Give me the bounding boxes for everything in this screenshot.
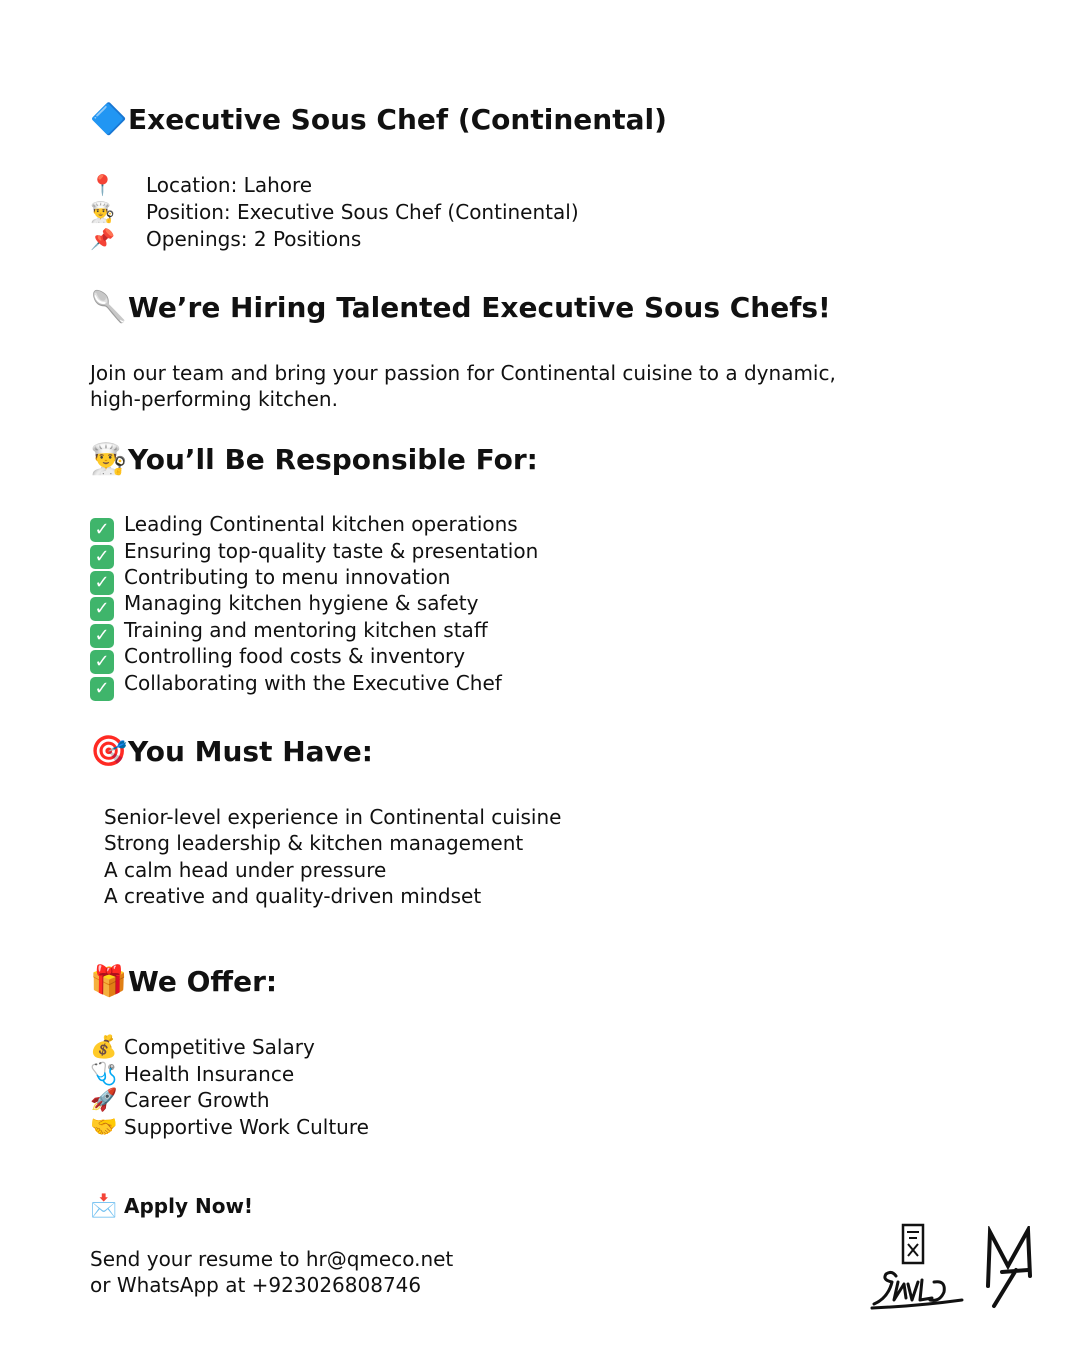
list-item-text: Training and mentoring kitchen staff [124, 618, 488, 642]
requirements-heading [90, 734, 373, 770]
info-location [90, 172, 312, 198]
hiring-intro-line-2: high-performing kitchen. [90, 387, 338, 411]
chef-icon: 👨‍🍳 [90, 200, 115, 224]
list-item: Senior-level experience in Continental cuisine [104, 805, 562, 829]
list-item-text: Health Insurance [124, 1062, 295, 1086]
apply-heading-text: Apply Now! [124, 1194, 254, 1218]
offer-heading [90, 964, 277, 1000]
sunlo-logo-mark [868, 1222, 968, 1312]
page-title-text: Executive Sous Chef (Continental) [128, 103, 667, 136]
requirements-heading-text: You Must Have: [128, 735, 373, 768]
spoon-icon: 🥄 [90, 290, 128, 325]
apply-heading [90, 1193, 253, 1220]
list-item-text: Leading Continental kitchen operations [124, 512, 518, 536]
hiring-heading-text: We’re Hiring Talented Executive Sous Chefs! [128, 291, 831, 324]
list-item: A creative and quality-driven mindset [104, 884, 482, 908]
list-item-text: Ensuring top-quality taste & presentation [124, 539, 539, 563]
list-item: A calm head under pressure [104, 858, 387, 882]
gift-icon: 🎁 [90, 964, 128, 999]
handshake-icon: 🤝 [90, 1115, 118, 1140]
list-item: Strong leadership & kitchen management [104, 831, 524, 855]
list-item [90, 1087, 270, 1114]
check-icon: ✓ [90, 650, 114, 674]
list-item-text: Supportive Work Culture [124, 1115, 369, 1139]
info-position-text: Position: Executive Sous Chef (Continental) [146, 200, 579, 224]
pin-icon: 📍 [90, 173, 115, 197]
sunlo-logo [868, 1222, 968, 1312]
pushpin-icon: 📌 [90, 227, 115, 251]
check-icon: ✓ [90, 597, 114, 621]
stethoscope-icon: 🩺 [90, 1062, 118, 1087]
apply-line-1: Send your resume to hr@qmeco.net [90, 1247, 454, 1271]
chef-icon: 👨‍🍳 [90, 442, 128, 477]
target-icon: 🎯 [90, 734, 128, 769]
hiring-heading [90, 290, 831, 326]
check-icon: ✓ [90, 545, 114, 569]
rocket-icon: 🚀 [90, 1088, 118, 1113]
offer-heading-text: We Offer: [128, 965, 278, 998]
info-location-text: Location: Lahore [146, 173, 313, 197]
info-position [90, 199, 579, 225]
hiring-intro-line-1: Join our team and bring your passion for Continental cuisine to a dynamic, [90, 361, 836, 385]
info-openings [90, 226, 361, 252]
list-item-text: Collaborating with the Executive Chef [124, 671, 502, 695]
list-item [90, 1061, 294, 1088]
apply-line-2: or WhatsApp at +923026808746 [90, 1273, 422, 1297]
m-logo [982, 1226, 1036, 1310]
info-openings-text: Openings: 2 Positions [146, 227, 362, 251]
check-icon: ✓ [90, 677, 114, 701]
check-icon: ✓ [90, 518, 114, 542]
list-item [90, 1114, 369, 1141]
list-item-text: Controlling food costs & inventory [124, 644, 466, 668]
check-icon: ✓ [90, 571, 114, 595]
blue-diamond-icon: 🔷 [90, 102, 128, 137]
m-logo-mark [982, 1226, 1036, 1310]
money-bag-icon: 💰 [90, 1035, 118, 1060]
page-title [90, 102, 667, 138]
list-item-text: Career Growth [124, 1088, 270, 1112]
list-item-text: Contributing to menu innovation [124, 565, 451, 589]
list-item [90, 1034, 315, 1061]
list-item-text: Competitive Salary [124, 1035, 315, 1059]
envelope-icon: 📩 [90, 1194, 118, 1219]
list-item-text: Managing kitchen hygiene & safety [124, 591, 479, 615]
responsibilities-heading [90, 442, 538, 478]
responsibilities-heading-text: You’ll Be Responsible For: [128, 443, 538, 476]
list-item [90, 670, 502, 701]
check-icon: ✓ [90, 624, 114, 648]
